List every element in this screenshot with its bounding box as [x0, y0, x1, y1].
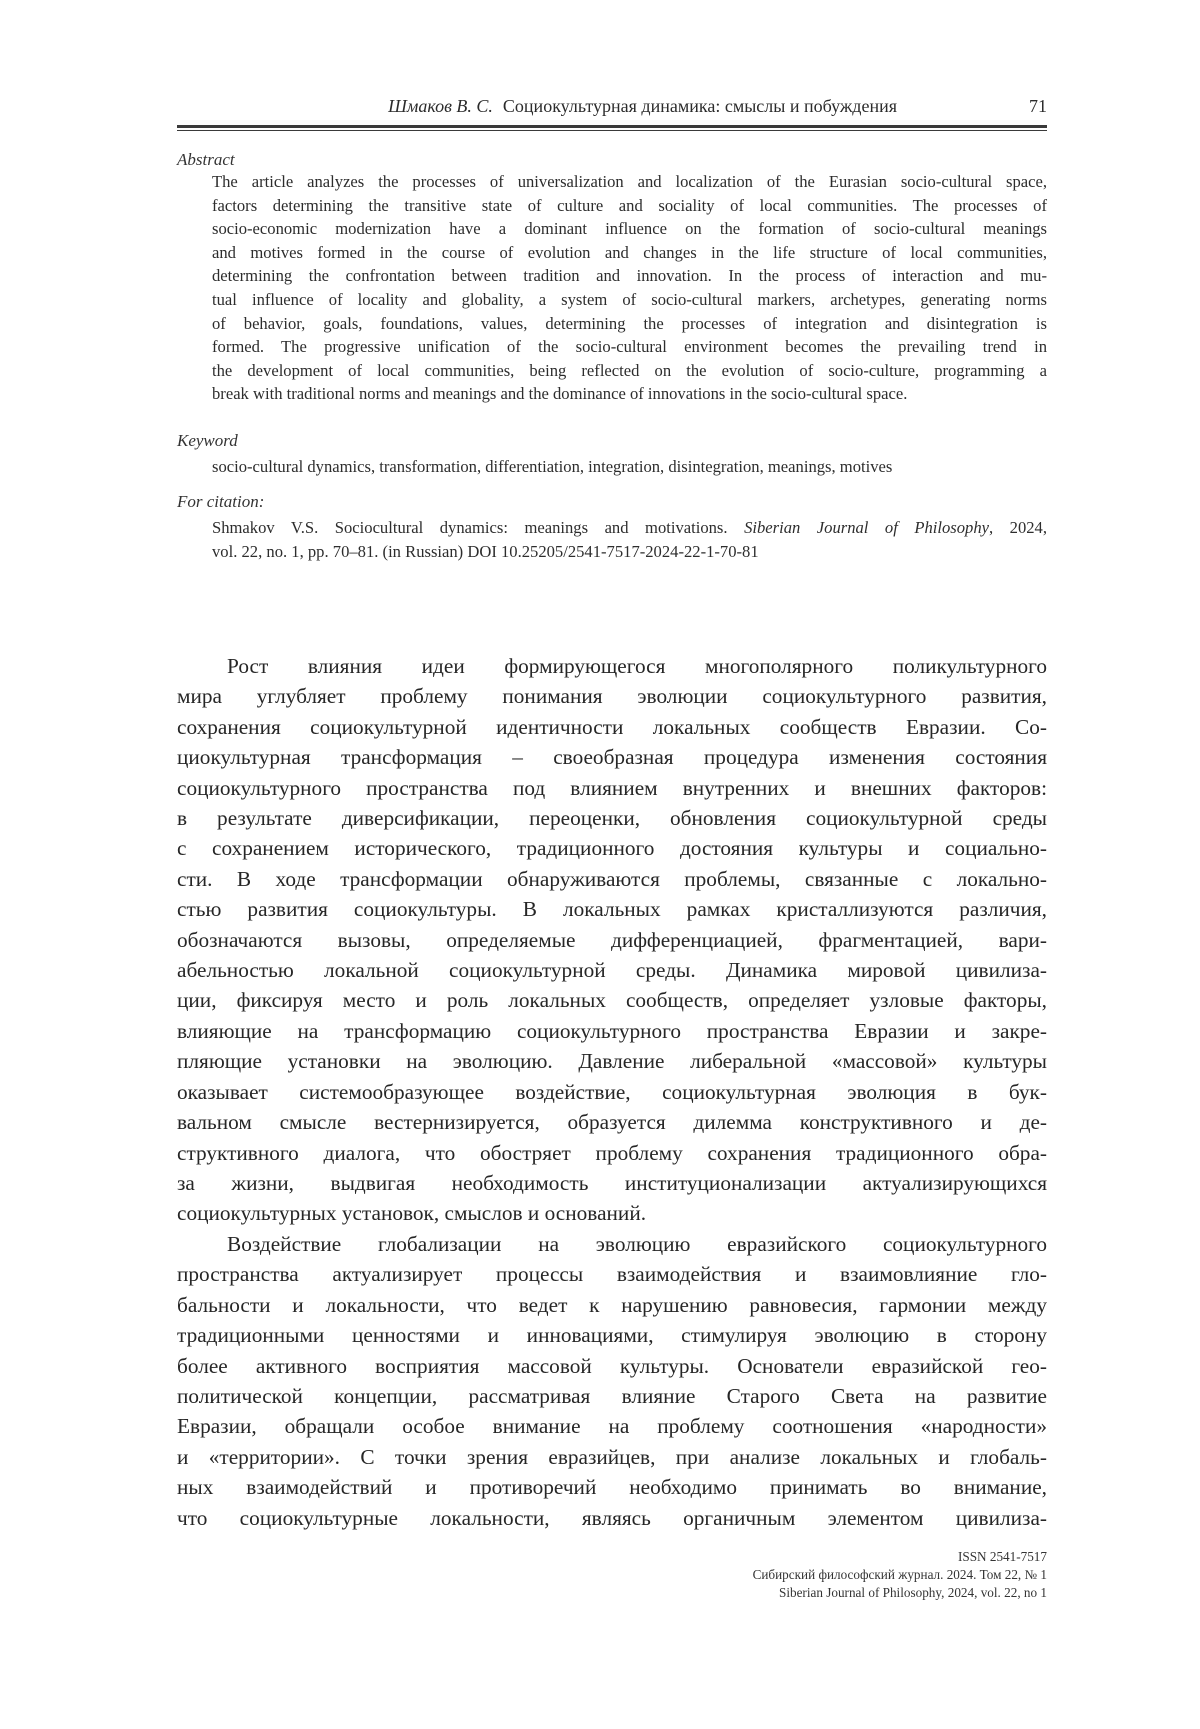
- body-line: оказывает системообразующее воздействие, социокультурная эволюция в бук-: [177, 1079, 1047, 1104]
- abstract-line: factors determining the transitive state of culture and sociality of local communities. The processes of: [212, 195, 1047, 215]
- body-line: традиционными ценностями и инновациями, стимулируя эволюцию в сторону: [177, 1323, 1047, 1348]
- abstract-text: [212, 170, 1047, 406]
- citation-line: [212, 516, 1047, 540]
- abstract-line: determining the confrontation between tradition and innovation. In the process of interaction and mu-: [212, 266, 1047, 286]
- abstract-line: of behavior, goals, foundations, values, determining the processes of integration and disintegration is: [212, 313, 1047, 333]
- body-line: вальном смысле вестернизируется, образуется дилемма конструктивного и де-: [177, 1110, 1047, 1135]
- body-line: в результате диверсификации, переоценки, обновления социокультурной среды: [177, 806, 1047, 831]
- body-line: и «территории». С точки зрения евразийцев, при анализе локальных и глобаль-: [177, 1444, 1047, 1469]
- abstract-line: break with traditional norms and meanings and the dominance of innovations in the socio-cultural space.: [212, 384, 908, 404]
- footer-journal-ru: Сибирский философский журнал. 2024. Том 22, № 1: [752, 1567, 1047, 1582]
- header-rule-thick: [177, 125, 1047, 128]
- body-line: абельностью локальной социокультурной среды. Динамика мировой цивилиза-: [177, 958, 1047, 983]
- footer-issn: ISSN 2541-7517: [957, 1549, 1047, 1564]
- body-line: ных взаимодействий и противоречий необходимо принимать во внимание,: [177, 1475, 1047, 1500]
- citation-text: [212, 516, 1047, 563]
- body-line: Рост влияния идеи формирующегося многополярного поликультурного: [227, 654, 1047, 678]
- footer-journal-en: Siberian Journal of Philosophy, 2024, vol. 22, no 1: [778, 1585, 1047, 1600]
- body-line: более активного восприятия массовой культуры. Основатели евразийской гео-: [177, 1353, 1047, 1378]
- body-line: структивного диалога, что обостряет проблему сохранения традиционного обра-: [177, 1140, 1047, 1165]
- abstract-label: Abstract: [177, 150, 235, 169]
- body-line: мира углубляет проблему понимания эволюции социокультурного развития,: [177, 684, 1047, 709]
- body-line: влияющие на трансформацию социокультурного пространства Евразии и закре-: [177, 1018, 1047, 1043]
- header-rule-thin: [177, 130, 1047, 131]
- citation-label: For citation:: [177, 492, 265, 511]
- keyword-label: Keyword: [177, 431, 238, 450]
- page-footer: [753, 1548, 1047, 1602]
- citation-year: , 2024,: [989, 518, 1048, 537]
- body-line: социокультурных установок, смыслов и оснований.: [177, 1201, 647, 1226]
- body-paragraph-1: [177, 651, 1047, 1229]
- body-line: сти. В ходе трансформации обнаруживаются проблемы, связанные с локально-: [177, 866, 1047, 891]
- citation-line: vol. 22, no. 1, pp. 70–81. (in Russian) DOI 10.25205/2541-7517-2024-22-1-70-81: [212, 541, 759, 561]
- body-line: ции, фиксируя место и роль локальных сообществ, определяет узловые факторы,: [177, 988, 1047, 1013]
- body-paragraph-2: [177, 1229, 1047, 1533]
- running-head-article-title: Социокультурная динамика: смыслы и побуждения: [502, 96, 897, 116]
- running-head-author: Шмаков В. С.: [388, 96, 493, 116]
- body-line: социокультурного пространства под влиянием внутренних и внешних факторов:: [177, 775, 1047, 800]
- body-line: циокультурная трансформация – своеобразная процедура изменения состояния: [177, 745, 1047, 770]
- running-head-title: [388, 96, 897, 117]
- abstract-line: socio-economic modernization have a dominant influence on the formation of socio-cultural meanings: [212, 219, 1047, 239]
- body-line: пространства актуализирует процессы взаимодействия и взаимовлияние гло-: [177, 1262, 1047, 1287]
- body-line: Евразии, обращали особое внимание на проблему соотношения «народности»: [177, 1414, 1047, 1439]
- abstract-line: The article analyzes the processes of universalization and localization of the Eurasian socio-cultural space,: [212, 172, 1047, 191]
- body-line: политической концепции, рассматривая влияние Старого Света на развитие: [177, 1384, 1047, 1409]
- body-line: обозначаются вызовы, определяемые дифференциацией, фрагментацией, вари-: [177, 927, 1047, 952]
- body-line: пляющие установки на эволюцию. Давление либеральной «массовой» культуры: [177, 1049, 1047, 1074]
- running-head: [177, 96, 1047, 122]
- citation-authors-title: Shmakov V.S. Sociocultural dynamics: meanings and motivations.: [212, 518, 745, 537]
- citation-journal: Siberian Journal of Philosophy: [744, 518, 990, 537]
- body-line: сохранения социокультурной идентичности локальных сообществ Евразии. Со-: [177, 714, 1047, 739]
- body-line: стью развития социокультуры. В локальных рамках кристаллизуются различия,: [177, 897, 1047, 922]
- body-line: Воздействие глобализации на эволюцию евразийского социокультурного: [227, 1232, 1047, 1256]
- page-number: 71: [1029, 96, 1047, 116]
- abstract-line: the development of local communities, being reflected on the evolution of socio-culture, programming a: [212, 360, 1047, 380]
- keyword-text: [212, 455, 1047, 479]
- body-line: что социокультурные локальности, являясь органичным элементом цивилиза-: [177, 1505, 1047, 1530]
- body-line: за жизни, выдвигая необходимость институционализации актуализирующихся: [177, 1170, 1047, 1195]
- abstract-line: and motives formed in the course of evolution and changes in the life structure of local communities,: [212, 242, 1047, 262]
- body-line: бальности и локальности, что ведет к нарушению равновесия, гармонии между: [177, 1292, 1047, 1317]
- abstract-line: formed. The progressive unification of the socio-cultural environment becomes the prevailing trend in: [212, 337, 1047, 357]
- body-line: с сохранением исторического, традиционного достояния культуры и социально-: [177, 836, 1047, 861]
- abstract-line: tual influence of locality and globality, a system of socio-cultural markers, archetypes, generating norms: [212, 289, 1047, 309]
- keyword-line: socio-cultural dynamics, transformation, differentiation, integration, disintegration, meanings, motives: [212, 457, 893, 476]
